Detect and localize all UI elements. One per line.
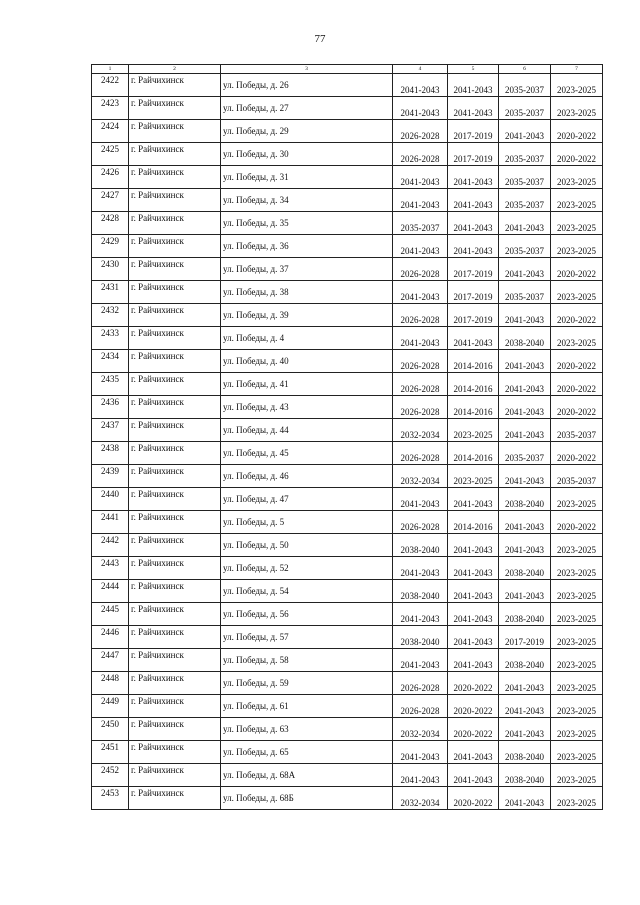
period-cell: 2041-2043 xyxy=(393,649,448,672)
period-cell: 2020-2022 xyxy=(551,120,603,143)
address-cell: ул. Победы, д. 37 xyxy=(221,258,393,281)
city-cell: г. Райчихинск xyxy=(129,764,221,787)
city-cell: г. Райчихинск xyxy=(129,672,221,695)
table-row xyxy=(92,166,603,189)
address-cell: ул. Победы, д. 30 xyxy=(221,143,393,166)
period-cell: 2026-2028 xyxy=(393,304,448,327)
table-row xyxy=(92,488,603,511)
period-cell: 2041-2043 xyxy=(448,741,499,764)
period-cell: 2032-2034 xyxy=(393,787,448,810)
period-cell: 2020-2022 xyxy=(551,373,603,396)
period-cell: 2041-2043 xyxy=(448,488,499,511)
row-number-cell: 2437 xyxy=(92,419,129,442)
row-number-cell: 2425 xyxy=(92,143,129,166)
period-cell: 2023-2025 xyxy=(551,212,603,235)
city-cell: г. Райчихинск xyxy=(129,465,221,488)
table-row xyxy=(92,695,603,718)
address-cell: ул. Победы, д. 27 xyxy=(221,97,393,120)
city-cell: г. Райчихинск xyxy=(129,695,221,718)
period-cell: 2026-2028 xyxy=(393,350,448,373)
table-row xyxy=(92,534,603,557)
period-cell: 2020-2022 xyxy=(551,511,603,534)
city-cell: г. Райчихинск xyxy=(129,718,221,741)
period-cell: 2023-2025 xyxy=(551,672,603,695)
period-cell: 2041-2043 xyxy=(393,488,448,511)
address-cell: ул. Победы, д. 47 xyxy=(221,488,393,511)
row-number-cell: 2445 xyxy=(92,603,129,626)
period-cell: 2035-2037 xyxy=(499,442,551,465)
city-cell: г. Райчихинск xyxy=(129,373,221,396)
row-number-cell: 2433 xyxy=(92,327,129,350)
period-cell: 2023-2025 xyxy=(551,764,603,787)
column-header: 1 xyxy=(92,65,129,74)
city-cell: г. Райчихинск xyxy=(129,787,221,810)
city-cell: г. Райчихинск xyxy=(129,626,221,649)
row-number-cell: 2428 xyxy=(92,212,129,235)
city-cell: г. Райчихинск xyxy=(129,212,221,235)
row-number-cell: 2432 xyxy=(92,304,129,327)
address-cell: ул. Победы, д. 68Б xyxy=(221,787,393,810)
page-number: 77 xyxy=(314,33,326,45)
period-cell: 2017-2019 xyxy=(448,281,499,304)
period-cell: 2041-2043 xyxy=(499,787,551,810)
city-cell: г. Райчихинск xyxy=(129,350,221,373)
city-cell: г. Райчихинск xyxy=(129,741,221,764)
period-cell: 2041-2043 xyxy=(499,258,551,281)
period-cell: 2023-2025 xyxy=(551,488,603,511)
period-cell: 2041-2043 xyxy=(393,189,448,212)
period-cell: 2023-2025 xyxy=(551,580,603,603)
row-number-cell: 2438 xyxy=(92,442,129,465)
address-cell: ул. Победы, д. 43 xyxy=(221,396,393,419)
address-cell: ул. Победы, д. 35 xyxy=(221,212,393,235)
table-body xyxy=(92,74,603,810)
period-cell: 2041-2043 xyxy=(499,511,551,534)
period-cell: 2041-2043 xyxy=(448,74,499,97)
period-cell: 2023-2025 xyxy=(551,235,603,258)
period-cell: 2020-2022 xyxy=(551,304,603,327)
period-cell: 2017-2019 xyxy=(448,304,499,327)
period-cell: 2020-2022 xyxy=(551,258,603,281)
address-cell: ул. Победы, д. 58 xyxy=(221,649,393,672)
address-cell: ул. Победы, д. 68А xyxy=(221,764,393,787)
row-number-cell: 2435 xyxy=(92,373,129,396)
city-cell: г. Райчихинск xyxy=(129,120,221,143)
table-row xyxy=(92,212,603,235)
table-row xyxy=(92,764,603,787)
address-cell: ул. Победы, д. 54 xyxy=(221,580,393,603)
table-row xyxy=(92,787,603,810)
period-cell: 2017-2019 xyxy=(499,626,551,649)
period-cell: 2023-2025 xyxy=(551,603,603,626)
row-number-cell: 2431 xyxy=(92,281,129,304)
row-number-cell: 2444 xyxy=(92,580,129,603)
period-cell: 2014-2016 xyxy=(448,396,499,419)
period-cell: 2041-2043 xyxy=(448,557,499,580)
row-number-cell: 2422 xyxy=(92,74,129,97)
table-row xyxy=(92,672,603,695)
table-row xyxy=(92,350,603,373)
period-cell: 2026-2028 xyxy=(393,511,448,534)
period-cell: 2014-2016 xyxy=(448,373,499,396)
row-number-cell: 2429 xyxy=(92,235,129,258)
row-number-cell: 2447 xyxy=(92,649,129,672)
period-cell: 2041-2043 xyxy=(393,166,448,189)
row-number-cell: 2442 xyxy=(92,534,129,557)
period-cell: 2041-2043 xyxy=(448,649,499,672)
address-cell: ул. Победы, д. 44 xyxy=(221,419,393,442)
address-cell: ул. Победы, д. 50 xyxy=(221,534,393,557)
column-header: 3 xyxy=(221,65,393,74)
period-cell: 2026-2028 xyxy=(393,695,448,718)
row-number-cell: 2443 xyxy=(92,557,129,580)
period-cell: 2041-2043 xyxy=(499,212,551,235)
column-header: 2 xyxy=(129,65,221,74)
period-cell: 2023-2025 xyxy=(551,189,603,212)
city-cell: г. Райчихинск xyxy=(129,534,221,557)
period-cell: 2032-2034 xyxy=(393,419,448,442)
address-cell: ул. Победы, д. 63 xyxy=(221,718,393,741)
city-cell: г. Райчихинск xyxy=(129,281,221,304)
row-number-cell: 2439 xyxy=(92,465,129,488)
period-cell: 2023-2025 xyxy=(551,649,603,672)
period-cell: 2035-2037 xyxy=(499,166,551,189)
period-cell: 2038-2040 xyxy=(499,649,551,672)
period-cell: 2035-2037 xyxy=(393,212,448,235)
period-cell: 2041-2043 xyxy=(393,764,448,787)
table-row xyxy=(92,511,603,534)
city-cell: г. Райчихинск xyxy=(129,442,221,465)
period-cell: 2023-2025 xyxy=(551,741,603,764)
period-cell: 2023-2025 xyxy=(551,327,603,350)
city-cell: г. Райчихинск xyxy=(129,258,221,281)
period-cell: 2020-2022 xyxy=(448,695,499,718)
period-cell: 2023-2025 xyxy=(551,281,603,304)
city-cell: г. Райчихинск xyxy=(129,74,221,97)
column-number-header xyxy=(92,65,603,74)
city-cell: г. Райчихинск xyxy=(129,580,221,603)
row-number-cell: 2434 xyxy=(92,350,129,373)
period-cell: 2041-2043 xyxy=(448,235,499,258)
table-row xyxy=(92,74,603,97)
table-row xyxy=(92,120,603,143)
period-cell: 2041-2043 xyxy=(393,327,448,350)
period-cell: 2041-2043 xyxy=(393,741,448,764)
period-cell: 2041-2043 xyxy=(499,373,551,396)
period-cell: 2023-2025 xyxy=(551,166,603,189)
period-cell: 2041-2043 xyxy=(393,281,448,304)
address-cell: ул. Победы, д. 39 xyxy=(221,304,393,327)
period-cell: 2038-2040 xyxy=(499,488,551,511)
period-cell: 2041-2043 xyxy=(448,166,499,189)
period-cell: 2035-2037 xyxy=(499,74,551,97)
column-header: 7 xyxy=(551,65,603,74)
period-cell: 2038-2040 xyxy=(499,327,551,350)
table-row xyxy=(92,258,603,281)
period-cell: 2041-2043 xyxy=(499,534,551,557)
period-cell: 2041-2043 xyxy=(499,350,551,373)
row-number-cell: 2430 xyxy=(92,258,129,281)
period-cell: 2041-2043 xyxy=(448,327,499,350)
city-cell: г. Райчихинск xyxy=(129,649,221,672)
period-cell: 2041-2043 xyxy=(499,396,551,419)
table-row xyxy=(92,235,603,258)
period-cell: 2035-2037 xyxy=(499,281,551,304)
period-cell: 2041-2043 xyxy=(393,603,448,626)
period-cell: 2014-2016 xyxy=(448,511,499,534)
period-cell: 2023-2025 xyxy=(551,626,603,649)
address-cell: ул. Победы, д. 65 xyxy=(221,741,393,764)
period-cell: 2017-2019 xyxy=(448,120,499,143)
address-cell: ул. Победы, д. 34 xyxy=(221,189,393,212)
city-cell: г. Райчихинск xyxy=(129,603,221,626)
table-row xyxy=(92,603,603,626)
period-cell: 2026-2028 xyxy=(393,442,448,465)
table-row xyxy=(92,189,603,212)
table-row xyxy=(92,465,603,488)
column-header: 4 xyxy=(393,65,448,74)
period-cell: 2023-2025 xyxy=(448,465,499,488)
table-row xyxy=(92,281,603,304)
period-cell: 2038-2040 xyxy=(499,741,551,764)
row-number-cell: 2452 xyxy=(92,764,129,787)
period-cell: 2014-2016 xyxy=(448,442,499,465)
city-cell: г. Райчихинск xyxy=(129,511,221,534)
period-cell: 2026-2028 xyxy=(393,120,448,143)
address-cell: ул. Победы, д. 45 xyxy=(221,442,393,465)
row-number-cell: 2427 xyxy=(92,189,129,212)
period-cell: 2041-2043 xyxy=(448,534,499,557)
city-cell: г. Райчихинск xyxy=(129,327,221,350)
period-cell: 2020-2022 xyxy=(551,396,603,419)
city-cell: г. Райчихинск xyxy=(129,396,221,419)
row-number-cell: 2436 xyxy=(92,396,129,419)
table-row xyxy=(92,580,603,603)
period-cell: 2020-2022 xyxy=(448,672,499,695)
address-cell: ул. Победы, д. 56 xyxy=(221,603,393,626)
period-cell: 2035-2037 xyxy=(551,419,603,442)
table-row xyxy=(92,143,603,166)
period-cell: 2014-2016 xyxy=(448,350,499,373)
period-cell: 2038-2040 xyxy=(499,603,551,626)
address-cell: ул. Победы, д. 41 xyxy=(221,373,393,396)
period-cell: 2032-2034 xyxy=(393,465,448,488)
row-number-cell: 2440 xyxy=(92,488,129,511)
period-cell: 2038-2040 xyxy=(499,764,551,787)
city-cell: г. Райчихинск xyxy=(129,166,221,189)
city-cell: г. Райчихинск xyxy=(129,557,221,580)
period-cell: 2041-2043 xyxy=(393,235,448,258)
period-cell: 2035-2037 xyxy=(499,235,551,258)
table-row xyxy=(92,419,603,442)
period-cell: 2041-2043 xyxy=(448,97,499,120)
period-cell: 2041-2043 xyxy=(448,189,499,212)
row-number-cell: 2448 xyxy=(92,672,129,695)
period-cell: 2035-2037 xyxy=(499,189,551,212)
row-number-cell: 2451 xyxy=(92,741,129,764)
table-row xyxy=(92,327,603,350)
row-number-cell: 2446 xyxy=(92,626,129,649)
table-row xyxy=(92,649,603,672)
period-cell: 2023-2025 xyxy=(551,695,603,718)
period-cell: 2041-2043 xyxy=(448,603,499,626)
address-cell: ул. Победы, д. 57 xyxy=(221,626,393,649)
address-cell: ул. Победы, д. 59 xyxy=(221,672,393,695)
period-cell: 2041-2043 xyxy=(499,304,551,327)
row-number-cell: 2453 xyxy=(92,787,129,810)
row-number-cell: 2424 xyxy=(92,120,129,143)
period-cell: 2020-2022 xyxy=(551,350,603,373)
address-cell: ул. Победы, д. 40 xyxy=(221,350,393,373)
period-cell: 2041-2043 xyxy=(499,120,551,143)
address-cell: ул. Победы, д. 29 xyxy=(221,120,393,143)
period-cell: 2038-2040 xyxy=(393,534,448,557)
period-cell: 2026-2028 xyxy=(393,143,448,166)
period-cell: 2041-2043 xyxy=(499,718,551,741)
period-cell: 2023-2025 xyxy=(551,557,603,580)
row-number-cell: 2426 xyxy=(92,166,129,189)
period-cell: 2038-2040 xyxy=(393,626,448,649)
period-cell: 2020-2022 xyxy=(448,787,499,810)
table-row xyxy=(92,97,603,120)
table-row xyxy=(92,396,603,419)
housing-registry-table xyxy=(91,64,603,810)
table-row xyxy=(92,741,603,764)
period-cell: 2041-2043 xyxy=(448,212,499,235)
table-row xyxy=(92,718,603,741)
period-cell: 2023-2025 xyxy=(448,419,499,442)
address-cell: ул. Победы, д. 38 xyxy=(221,281,393,304)
period-cell: 2041-2043 xyxy=(499,695,551,718)
address-cell: ул. Победы, д. 26 xyxy=(221,74,393,97)
column-header: 6 xyxy=(499,65,551,74)
period-cell: 2041-2043 xyxy=(499,580,551,603)
period-cell: 2020-2022 xyxy=(551,442,603,465)
period-cell: 2041-2043 xyxy=(393,557,448,580)
period-cell: 2017-2019 xyxy=(448,143,499,166)
period-cell: 2026-2028 xyxy=(393,373,448,396)
period-cell: 2023-2025 xyxy=(551,787,603,810)
city-cell: г. Райчихинск xyxy=(129,97,221,120)
column-header: 5 xyxy=(448,65,499,74)
period-cell: 2041-2043 xyxy=(448,580,499,603)
table-row xyxy=(92,304,603,327)
period-cell: 2020-2022 xyxy=(551,143,603,166)
row-number-cell: 2423 xyxy=(92,97,129,120)
row-number-cell: 2449 xyxy=(92,695,129,718)
table-row xyxy=(92,626,603,649)
period-cell: 2026-2028 xyxy=(393,396,448,419)
city-cell: г. Райчихинск xyxy=(129,419,221,442)
city-cell: г. Райчихинск xyxy=(129,235,221,258)
period-cell: 2041-2043 xyxy=(499,465,551,488)
period-cell: 2023-2025 xyxy=(551,718,603,741)
address-cell: ул. Победы, д. 31 xyxy=(221,166,393,189)
address-cell: ул. Победы, д. 4 xyxy=(221,327,393,350)
period-cell: 2035-2037 xyxy=(499,143,551,166)
period-cell: 2023-2025 xyxy=(551,97,603,120)
address-cell: ул. Победы, д. 5 xyxy=(221,511,393,534)
period-cell: 2023-2025 xyxy=(551,534,603,557)
city-cell: г. Райчихинск xyxy=(129,143,221,166)
address-cell: ул. Победы, д. 52 xyxy=(221,557,393,580)
row-number-cell: 2450 xyxy=(92,718,129,741)
period-cell: 2035-2037 xyxy=(551,465,603,488)
period-cell: 2041-2043 xyxy=(499,672,551,695)
period-cell: 2041-2043 xyxy=(499,419,551,442)
period-cell: 2020-2022 xyxy=(448,718,499,741)
period-cell: 2041-2043 xyxy=(448,764,499,787)
period-cell: 2026-2028 xyxy=(393,258,448,281)
table-row xyxy=(92,373,603,396)
period-cell: 2032-2034 xyxy=(393,718,448,741)
period-cell: 2038-2040 xyxy=(499,557,551,580)
period-cell: 2026-2028 xyxy=(393,672,448,695)
period-cell: 2038-2040 xyxy=(393,580,448,603)
address-cell: ул. Победы, д. 61 xyxy=(221,695,393,718)
table-row xyxy=(92,442,603,465)
city-cell: г. Райчихинск xyxy=(129,189,221,212)
row-number-cell: 2441 xyxy=(92,511,129,534)
city-cell: г. Райчихинск xyxy=(129,304,221,327)
period-cell: 2023-2025 xyxy=(551,74,603,97)
address-cell: ул. Победы, д. 46 xyxy=(221,465,393,488)
period-cell: 2035-2037 xyxy=(499,97,551,120)
period-cell: 2041-2043 xyxy=(393,97,448,120)
period-cell: 2017-2019 xyxy=(448,258,499,281)
table-row xyxy=(92,557,603,580)
period-cell: 2041-2043 xyxy=(393,74,448,97)
city-cell: г. Райчихинск xyxy=(129,488,221,511)
period-cell: 2041-2043 xyxy=(448,626,499,649)
address-cell: ул. Победы, д. 36 xyxy=(221,235,393,258)
